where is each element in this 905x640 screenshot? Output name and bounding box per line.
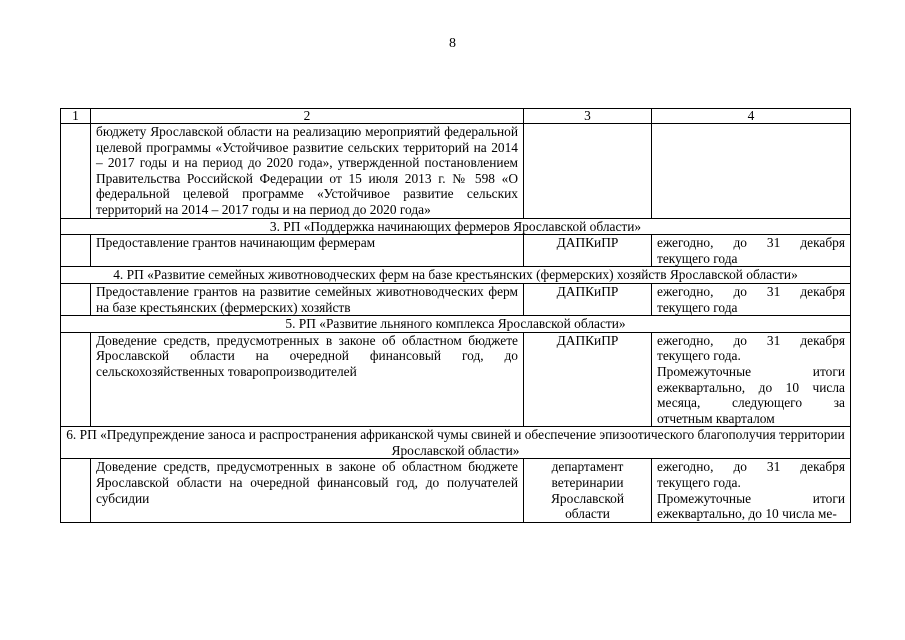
table-row	[61, 124, 851, 219]
table-header-row	[61, 109, 851, 124]
table-row	[61, 283, 851, 315]
deadline-text: ежегодно, до 31 декабря текущего года.	[657, 332, 845, 364]
plan-table	[60, 108, 851, 523]
action-cell: Доведение средств, предусмотренных в законе об областном бюджете Ярославской области на очередной финансовый год, до получателей субсидии	[91, 459, 524, 522]
header-cell: 1	[61, 109, 91, 124]
executor-cell: департамент ветеринарии Ярославской области	[524, 459, 652, 522]
section-title: 5. РП «Развитие льняного комплекса Ярославской области»	[61, 316, 851, 333]
section-row	[61, 218, 851, 235]
action-cell: бюджету Ярославской области на реализацию мероприятий федеральной целевой программы «Устойчивое развитие сельских территорий на 2014 – 2017 годы и на период до 2020 года», утвержденной постановлением Правительства Российской Федерации от 15 июля 2013 г. № 598 «О федеральной целевой программе «Устойчивое развитие сельских территорий на 2014 – 2017 годы и на период до 2020 года»	[91, 124, 524, 219]
section-title: 6. РП «Предупреждение заноса и распространения африканской чумы свиней и обеспечение эпизоотического благополучия территории Ярославской области»	[61, 427, 851, 459]
deadline-cell: ежегодно, до 31 декабря текущего года	[652, 235, 851, 267]
section-row	[61, 427, 851, 459]
action-cell: Предоставление грантов на развитие семейных животноводческих ферм на базе крестьянских (фермерских) хозяйств	[91, 283, 524, 315]
header-cell: 3	[524, 109, 652, 124]
deadline-text: ежегодно, до 31 декабря текущего года.	[657, 459, 845, 491]
table-row	[61, 235, 851, 267]
deadline-cell	[652, 124, 851, 219]
row-number-cell	[61, 124, 91, 219]
executor-cell: ДАПКиПР	[524, 283, 652, 315]
executor-cell: ДАПКиПР	[524, 235, 652, 267]
executor-cell	[524, 124, 652, 219]
table-row	[61, 459, 851, 522]
header-cell: 4	[652, 109, 851, 124]
deadline-extra-text: Промежуточные итоги ежеквартально, до 10 числа месяца, следующего за отчетным кварталом	[657, 363, 845, 426]
deadline-extra-text: Промежуточные итоги ежеквартально, до 10 числа ме-	[657, 490, 845, 522]
deadline-cell: ежегодно, до 31 декабря текущего года	[652, 283, 851, 315]
row-number-cell	[61, 332, 91, 427]
row-number-cell	[61, 235, 91, 267]
section-row	[61, 267, 851, 284]
section-title: 3. РП «Поддержка начинающих фермеров Ярославской области»	[61, 218, 851, 235]
executor-cell: ДАПКиПР	[524, 332, 652, 427]
action-cell: Доведение средств, предусмотренных в законе об областном бюджете Ярославской области на очередной финансовый год, до сельскохозяйственных товаропроизводителей	[91, 332, 524, 427]
action-cell: Предоставление грантов начинающим фермерам	[91, 235, 524, 267]
header-cell: 2	[91, 109, 524, 124]
row-number-cell	[61, 283, 91, 315]
row-number-cell	[61, 459, 91, 522]
deadline-cell	[652, 459, 851, 522]
section-title: 4. РП «Развитие семейных животноводческих ферм на базе крестьянских (фермерских) хозяйств Ярославской области»	[61, 267, 851, 284]
table-row	[61, 332, 851, 427]
deadline-cell	[652, 332, 851, 427]
page-number: 8	[449, 36, 456, 51]
section-row	[61, 316, 851, 333]
